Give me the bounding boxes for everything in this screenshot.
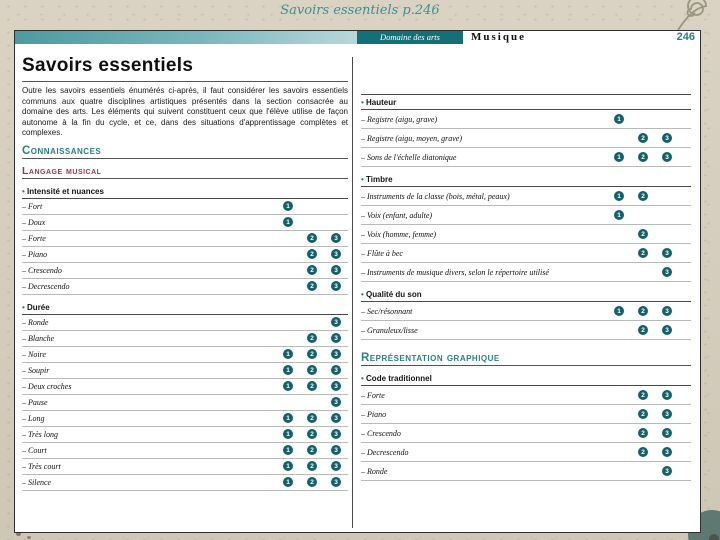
cycle-3-cell	[324, 281, 348, 291]
cycle-3-cell	[655, 390, 679, 400]
section-title-dure-e: • Durée	[22, 300, 348, 315]
cycle-3-cell	[324, 265, 348, 275]
item-label: – Fort	[22, 202, 276, 211]
cycle-2-cell	[631, 306, 655, 316]
item-label: – Instruments de la classe (bois, métal, peaux)	[361, 192, 607, 201]
knowledge-row-decrescendo	[361, 443, 691, 462]
cycle-2-cell	[300, 477, 324, 487]
cycle-1-cell	[607, 210, 631, 220]
cycle-3-badge: 3	[331, 413, 341, 423]
cycle-3-cell	[655, 248, 679, 258]
cycle-1-badge: 1	[283, 477, 293, 487]
cycle-2-cell	[300, 281, 324, 291]
domain-label: Domaine des arts	[357, 31, 463, 44]
cycle-3-cell	[655, 447, 679, 457]
cycle-3-cell	[324, 249, 348, 259]
knowledge-row-noire	[22, 347, 348, 363]
cycle-2-badge: 2	[638, 428, 648, 438]
slide-title: Savoirs essentiels p.246	[280, 3, 440, 18]
cycle-1-badge: 1	[283, 349, 293, 359]
cycle-3-cell	[655, 466, 679, 476]
knowledge-row-instruments-de-la-classe-bois-me-tal-peaux	[361, 187, 691, 206]
cycle-2-cell	[300, 381, 324, 391]
cycle-2-cell	[631, 325, 655, 335]
item-label: – Doux	[22, 218, 276, 227]
item-label: – Piano	[361, 410, 607, 419]
banner-gradient-bar	[15, 31, 357, 44]
cycle-3-cell	[324, 233, 348, 243]
right-sections-graphique	[361, 371, 691, 481]
speck-decoration	[27, 536, 31, 539]
cycle-3-badge: 3	[331, 249, 341, 259]
item-label: – Voix (homme, femme)	[361, 230, 607, 239]
cycle-2-cell	[631, 248, 655, 258]
knowledge-row-sons-de-l-e-chelle-diatonique	[361, 148, 691, 167]
cycle-1-cell	[276, 349, 300, 359]
knowledge-row-voix-homme-femme	[361, 225, 691, 244]
item-label: – Pause	[22, 398, 276, 407]
cycle-1-badge: 1	[614, 114, 624, 124]
cycle-3-cell	[655, 133, 679, 143]
knowledge-row-sec-re-sonnant	[361, 302, 691, 321]
right-sections	[361, 94, 691, 340]
cycle-1-badge: 1	[283, 461, 293, 471]
cycle-2-cell	[300, 265, 324, 275]
cycle-1-cell	[276, 429, 300, 439]
cycle-2-badge: 2	[638, 325, 648, 335]
item-label: – Deux croches	[22, 382, 276, 391]
cycle-3-badge: 3	[662, 447, 672, 457]
item-label: – Flûte à bec	[361, 249, 607, 258]
cycle-3-badge: 3	[331, 333, 341, 343]
cycle-3-cell	[655, 409, 679, 419]
cycle-3-badge: 3	[662, 390, 672, 400]
cycle-3-badge: 3	[662, 248, 672, 258]
item-label: – Ronde	[22, 318, 276, 327]
cycle-2-badge: 2	[307, 365, 317, 375]
knowledge-row-deux-croches	[22, 379, 348, 395]
knowledge-row-voix-enfant-adulte	[361, 206, 691, 225]
cycle-2-cell	[631, 428, 655, 438]
cycle-3-badge: 3	[662, 306, 672, 316]
cycle-3-badge: 3	[331, 265, 341, 275]
cycle-2-badge: 2	[307, 461, 317, 471]
cycle-2-badge: 2	[307, 333, 317, 343]
cycle-3-cell	[324, 381, 348, 391]
item-label: – Instruments de musique divers, selon le répertoire utilisé	[361, 268, 607, 277]
cycle-2-cell	[631, 191, 655, 201]
page-banner	[15, 31, 700, 44]
cycle-2-cell	[631, 409, 655, 419]
cycle-3-badge: 3	[331, 477, 341, 487]
heading-connaissances: Connaissances	[22, 145, 348, 159]
cycle-3-badge: 3	[331, 281, 341, 291]
knowledge-row-ronde	[22, 315, 348, 331]
cycle-3-badge: 3	[331, 445, 341, 455]
cycle-1-cell	[276, 477, 300, 487]
cycle-2-cell	[300, 365, 324, 375]
knowledge-row-granuleux-lisse	[361, 321, 691, 340]
cycle-3-cell	[324, 445, 348, 455]
section-title-timbre: • Timbre	[361, 172, 691, 187]
cycle-3-cell	[324, 413, 348, 423]
cycle-3-cell	[655, 152, 679, 162]
cycle-2-badge: 2	[638, 229, 648, 239]
cycle-3-badge: 3	[331, 233, 341, 243]
cycle-3-cell	[655, 306, 679, 316]
knowledge-row-instruments-de-musique-divers-selon-le-re-pertoire-utilise	[361, 263, 691, 282]
cycle-3-cell	[655, 267, 679, 277]
knowledge-row-ronde	[361, 462, 691, 481]
knowledge-row-soupir	[22, 363, 348, 379]
cycle-1-badge: 1	[614, 152, 624, 162]
item-label: – Voix (enfant, adulte)	[361, 211, 607, 220]
cycle-3-badge: 3	[662, 152, 672, 162]
cycle-2-cell	[631, 390, 655, 400]
cycle-1-cell	[276, 445, 300, 455]
item-label: – Granuleux/lisse	[361, 326, 607, 335]
cycle-3-badge: 3	[331, 317, 341, 327]
cycle-1-cell	[607, 152, 631, 162]
right-column	[361, 89, 691, 481]
cycle-2-cell	[300, 349, 324, 359]
knowledge-row-tre-s-court	[22, 459, 348, 475]
cycle-3-badge: 3	[662, 428, 672, 438]
cycle-2-cell	[631, 133, 655, 143]
section-title-qualite-du-son: • Qualité du son	[361, 287, 691, 302]
item-label: – Blanche	[22, 334, 276, 343]
cycle-2-badge: 2	[638, 306, 648, 316]
cycle-3-badge: 3	[331, 381, 341, 391]
item-label: – Très long	[22, 430, 276, 439]
cycle-2-badge: 2	[307, 249, 317, 259]
cycle-3-cell	[324, 317, 348, 327]
knowledge-row-long	[22, 411, 348, 427]
cycle-1-badge: 1	[614, 191, 624, 201]
cycle-1-cell	[607, 114, 631, 124]
cycle-2-badge: 2	[638, 447, 648, 457]
knowledge-row-registre-aigu-grave	[361, 110, 691, 129]
section-title-hauteur: • Hauteur	[361, 94, 691, 110]
knowledge-row-silence	[22, 475, 348, 491]
cycle-2-badge: 2	[638, 191, 648, 201]
item-label: – Sec/résonnant	[361, 307, 607, 316]
knowledge-row-court	[22, 443, 348, 459]
corner-dot-decoration	[709, 534, 719, 540]
cycle-3-cell	[324, 349, 348, 359]
cycle-3-badge: 3	[331, 429, 341, 439]
item-label: – Decrescendo	[361, 448, 607, 457]
cycle-3-badge: 3	[331, 397, 341, 407]
left-column	[22, 55, 348, 491]
knowledge-row-decrescendo	[22, 279, 348, 295]
cycle-3-cell	[655, 325, 679, 335]
cycle-1-badge: 1	[614, 210, 624, 220]
cycle-1-badge: 1	[283, 365, 293, 375]
cycle-2-badge: 2	[307, 265, 317, 275]
cycle-2-badge: 2	[638, 409, 648, 419]
cycle-3-badge: 3	[662, 466, 672, 476]
cycle-1-badge: 1	[283, 413, 293, 423]
knowledge-row-flu-te-a-bec	[361, 244, 691, 263]
cycle-3-cell	[655, 428, 679, 438]
item-label: – Noire	[22, 350, 276, 359]
cycle-2-cell	[300, 429, 324, 439]
cycle-2-badge: 2	[638, 133, 648, 143]
cycle-1-cell	[276, 413, 300, 423]
item-label: – Très court	[22, 462, 276, 471]
cycle-3-badge: 3	[662, 133, 672, 143]
item-label: – Long	[22, 414, 276, 423]
left-sections	[22, 184, 348, 491]
cycle-2-badge: 2	[307, 429, 317, 439]
section-title-intensite-et-nuances: • Intensité et nuances	[22, 184, 348, 199]
item-label: – Court	[22, 446, 276, 455]
cycle-2-badge: 2	[307, 233, 317, 243]
cycle-1-badge: 1	[283, 445, 293, 455]
knowledge-row-piano	[22, 247, 348, 263]
item-label: – Sons de l'échelle diatonique	[361, 153, 607, 162]
cycle-2-badge: 2	[638, 248, 648, 258]
heading-langage-musical: Langage musical	[22, 165, 348, 179]
knowledge-row-tre-s-long	[22, 427, 348, 443]
item-label: – Forte	[361, 391, 607, 400]
intro-paragraph: Outre les savoirs essentiels énumérés ci-après, il faut considérer les savoirs essentiels communs aux quatre disciplines artistiques présentés dans la section consacrée au domaine des arts. Les éléments qui suivent constituent ceux que l'élève utilise de façon autonome à la fin du cycle, et ce, dans des situations d'apprentissage complètes et complexes.	[22, 86, 348, 137]
subject-label: Musique	[471, 31, 526, 43]
item-label: – Piano	[22, 250, 276, 259]
cycle-1-badge: 1	[283, 381, 293, 391]
cycle-3-cell	[324, 365, 348, 375]
cycle-2-badge: 2	[307, 349, 317, 359]
item-label: – Registre (aigu, moyen, grave)	[361, 134, 607, 143]
cycle-3-cell	[324, 461, 348, 471]
cycle-3-cell	[324, 333, 348, 343]
cycle-2-badge: 2	[638, 152, 648, 162]
cycle-1-badge: 1	[614, 306, 624, 316]
column-divider	[352, 57, 353, 528]
page-number: 246	[676, 31, 695, 43]
cycle-2-badge: 2	[307, 445, 317, 455]
cycle-3-badge: 3	[331, 365, 341, 375]
cycle-2-cell	[631, 152, 655, 162]
cycle-1-cell	[607, 191, 631, 201]
knowledge-row-forte	[361, 386, 691, 405]
cycle-2-badge: 2	[307, 281, 317, 291]
document-page	[14, 30, 701, 533]
cycle-1-cell	[276, 365, 300, 375]
item-label: – Ronde	[361, 467, 607, 476]
cycle-2-cell	[300, 413, 324, 423]
cycle-3-badge: 3	[331, 349, 341, 359]
cycle-3-badge: 3	[662, 267, 672, 277]
knowledge-row-pause	[22, 395, 348, 411]
cycle-1-badge: 1	[283, 429, 293, 439]
cycle-2-cell	[631, 447, 655, 457]
cycle-3-cell	[324, 429, 348, 439]
knowledge-row-crescendo	[22, 263, 348, 279]
knowledge-row-crescendo	[361, 424, 691, 443]
cycle-2-badge: 2	[307, 381, 317, 391]
item-label: – Decrescendo	[22, 282, 276, 291]
knowledge-row-forte	[22, 231, 348, 247]
cycle-2-badge: 2	[307, 413, 317, 423]
cycle-1-badge: 1	[283, 201, 293, 211]
cycle-2-cell	[300, 445, 324, 455]
cycle-1-cell	[276, 381, 300, 391]
cycle-1-cell	[607, 306, 631, 316]
cycle-1-cell	[276, 217, 300, 227]
knowledge-row-piano	[361, 405, 691, 424]
cycle-1-cell	[276, 461, 300, 471]
item-label: – Crescendo	[361, 429, 607, 438]
cycle-3-badge: 3	[662, 409, 672, 419]
cycle-2-badge: 2	[307, 477, 317, 487]
knowledge-row-fort	[22, 199, 348, 215]
knowledge-row-blanche	[22, 331, 348, 347]
cycle-2-badge: 2	[638, 390, 648, 400]
cycle-2-cell	[300, 333, 324, 343]
cycle-3-badge: 3	[662, 325, 672, 335]
section-title-code-traditionnel: • Code traditionnel	[361, 371, 691, 386]
item-label: – Silence	[22, 478, 276, 487]
cycle-2-cell	[300, 249, 324, 259]
item-label: – Soupir	[22, 366, 276, 375]
heading-representation-graphique: Représentation graphique	[361, 352, 691, 366]
cycle-2-cell	[631, 229, 655, 239]
cycle-2-cell	[300, 233, 324, 243]
cycle-3-cell	[324, 477, 348, 487]
item-label: – Registre (aigu, grave)	[361, 115, 607, 124]
knowledge-row-registre-aigu-moyen-grave	[361, 129, 691, 148]
page-title: Savoirs essentiels	[22, 55, 348, 82]
cycle-1-badge: 1	[283, 217, 293, 227]
cycle-2-cell	[300, 461, 324, 471]
spiral-fern-icon	[672, 0, 712, 32]
item-label: – Forte	[22, 234, 276, 243]
item-label: – Crescendo	[22, 266, 276, 275]
cycle-3-badge: 3	[331, 461, 341, 471]
cycle-1-cell	[276, 201, 300, 211]
cycle-3-cell	[324, 397, 348, 407]
knowledge-row-doux	[22, 215, 348, 231]
